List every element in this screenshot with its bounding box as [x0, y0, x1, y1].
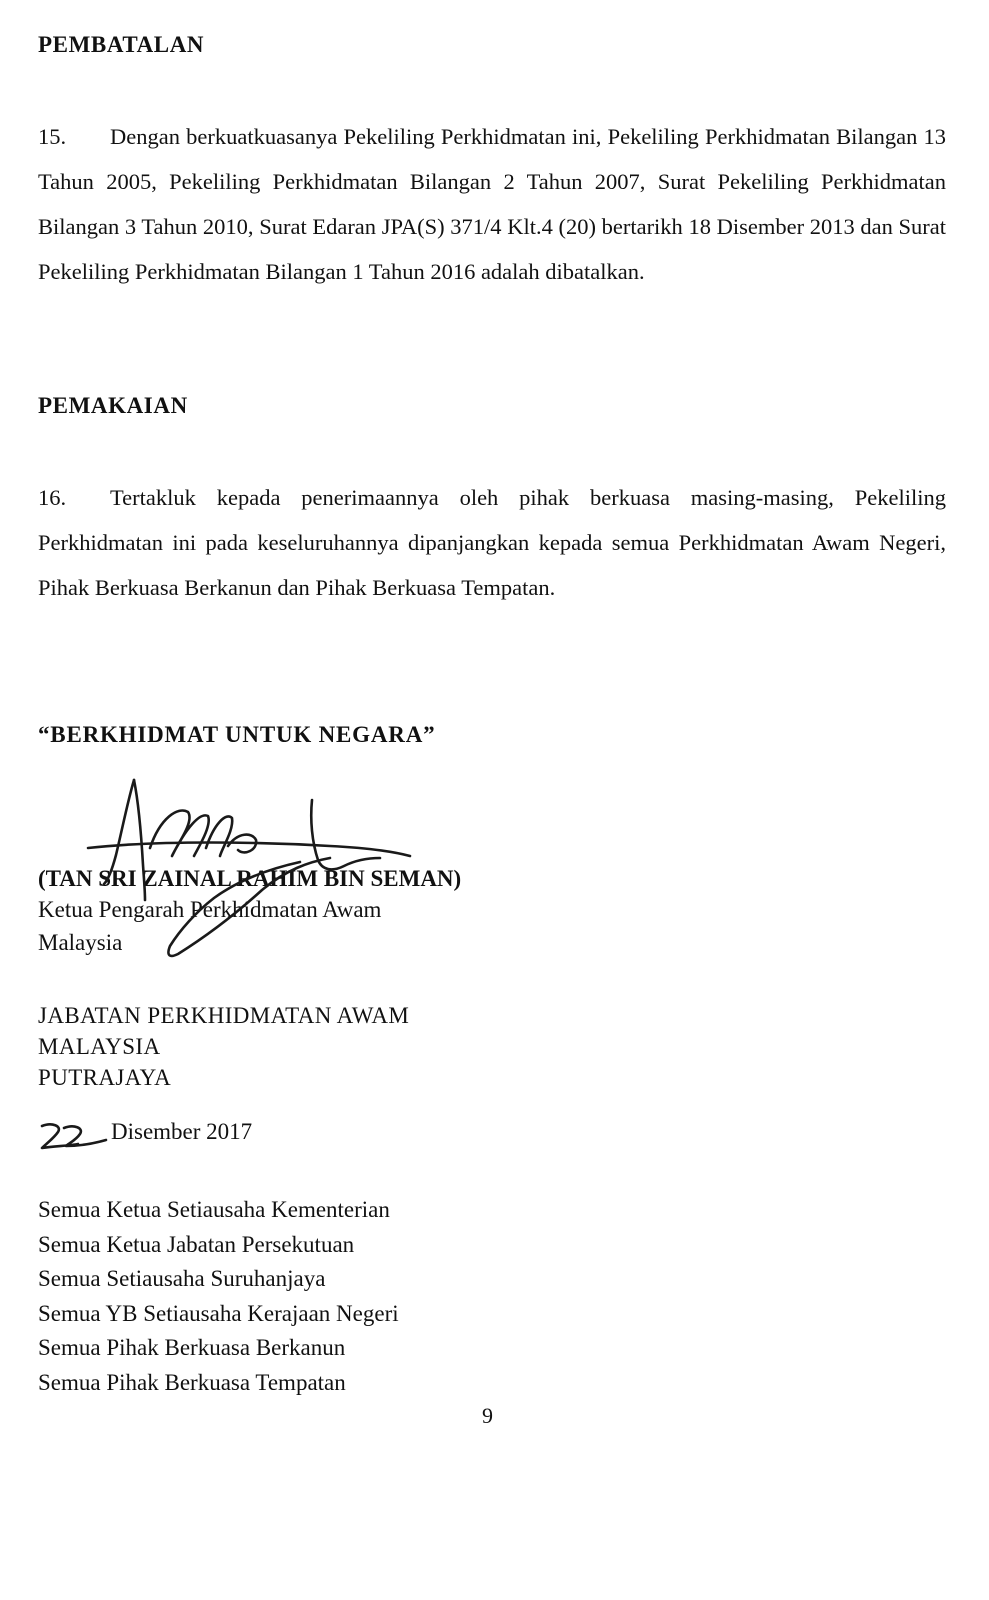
department-address	[38, 1000, 409, 1093]
recipient-item: Semua Setiausaha Suruhanjaya	[38, 1266, 326, 1291]
recipient-list	[38, 1193, 399, 1400]
paragraph-number-16: 16.	[38, 485, 67, 510]
motto: “BERKHIDMAT UNTUK NEGARA”	[38, 722, 436, 747]
handwritten-date-day	[38, 1116, 110, 1156]
paragraph-16-text: Tertakluk kepada penerimaannya oleh pihak berkuasa masing-masing, Pekeliling Perkhidmatan ini pada keseluruhannya dipanjangkan kepada semua Perkhidmatan Awam Negeri, Pihak Berkuasa Berkanun dan Pihak Berkuasa Tempatan.	[38, 485, 946, 600]
page-number: 9	[482, 1403, 493, 1428]
recipient-item: Semua Pihak Berkuasa Berkanun	[38, 1335, 346, 1360]
department-line-3: PUTRAJAYA	[38, 1065, 172, 1090]
recipient-item: Semua Pihak Berkuasa Tempatan	[38, 1369, 346, 1395]
recipient-item: Semua YB Setiausaha Kerajaan Negeri	[38, 1300, 399, 1326]
signatory-country: Malaysia	[38, 930, 123, 955]
signatory-title: Ketua Pengarah Perkhidmatan Awam	[38, 897, 382, 922]
department-line-1: JABATAN PERKHIDMATAN AWAM	[38, 1003, 410, 1028]
paragraph-15-text: Dengan berkuatkuasanya Pekeliling Perkhidmatan ini, Pekeliling Perkhidmatan Bilangan 13 Tahun 2005, Pekeliling Perkhidmatan Bilangan 2 Tahun 2007, Surat Pekeliling Perkhidmatan Bilangan 3 Tahun 2010, Surat Edaran JPA(S) 371/4 Klt.4 (20) bertarikh 18 Disember 2013 dan Surat Pekeliling Perkhidmatan Bilangan 1 Tahun 2016 adalah dibatalkan.	[38, 124, 946, 284]
paragraph-number-15: 15.	[38, 124, 67, 149]
department-line-2: MALAYSIA	[38, 1034, 161, 1059]
date-text: Disember 2017	[111, 1119, 253, 1144]
signatory-name: (TAN SRI ZAINAL RAHIM BIN SEMAN)	[38, 866, 462, 891]
recipient-item: Semua Ketua Jabatan Persekutuan	[38, 1231, 355, 1257]
recipient-item: Semua Ketua Setiausaha Kementerian	[38, 1197, 390, 1222]
heading-pembatalan: PEMBATALAN	[38, 32, 205, 57]
heading-pemakaian: PEMAKAIAN	[38, 393, 188, 418]
